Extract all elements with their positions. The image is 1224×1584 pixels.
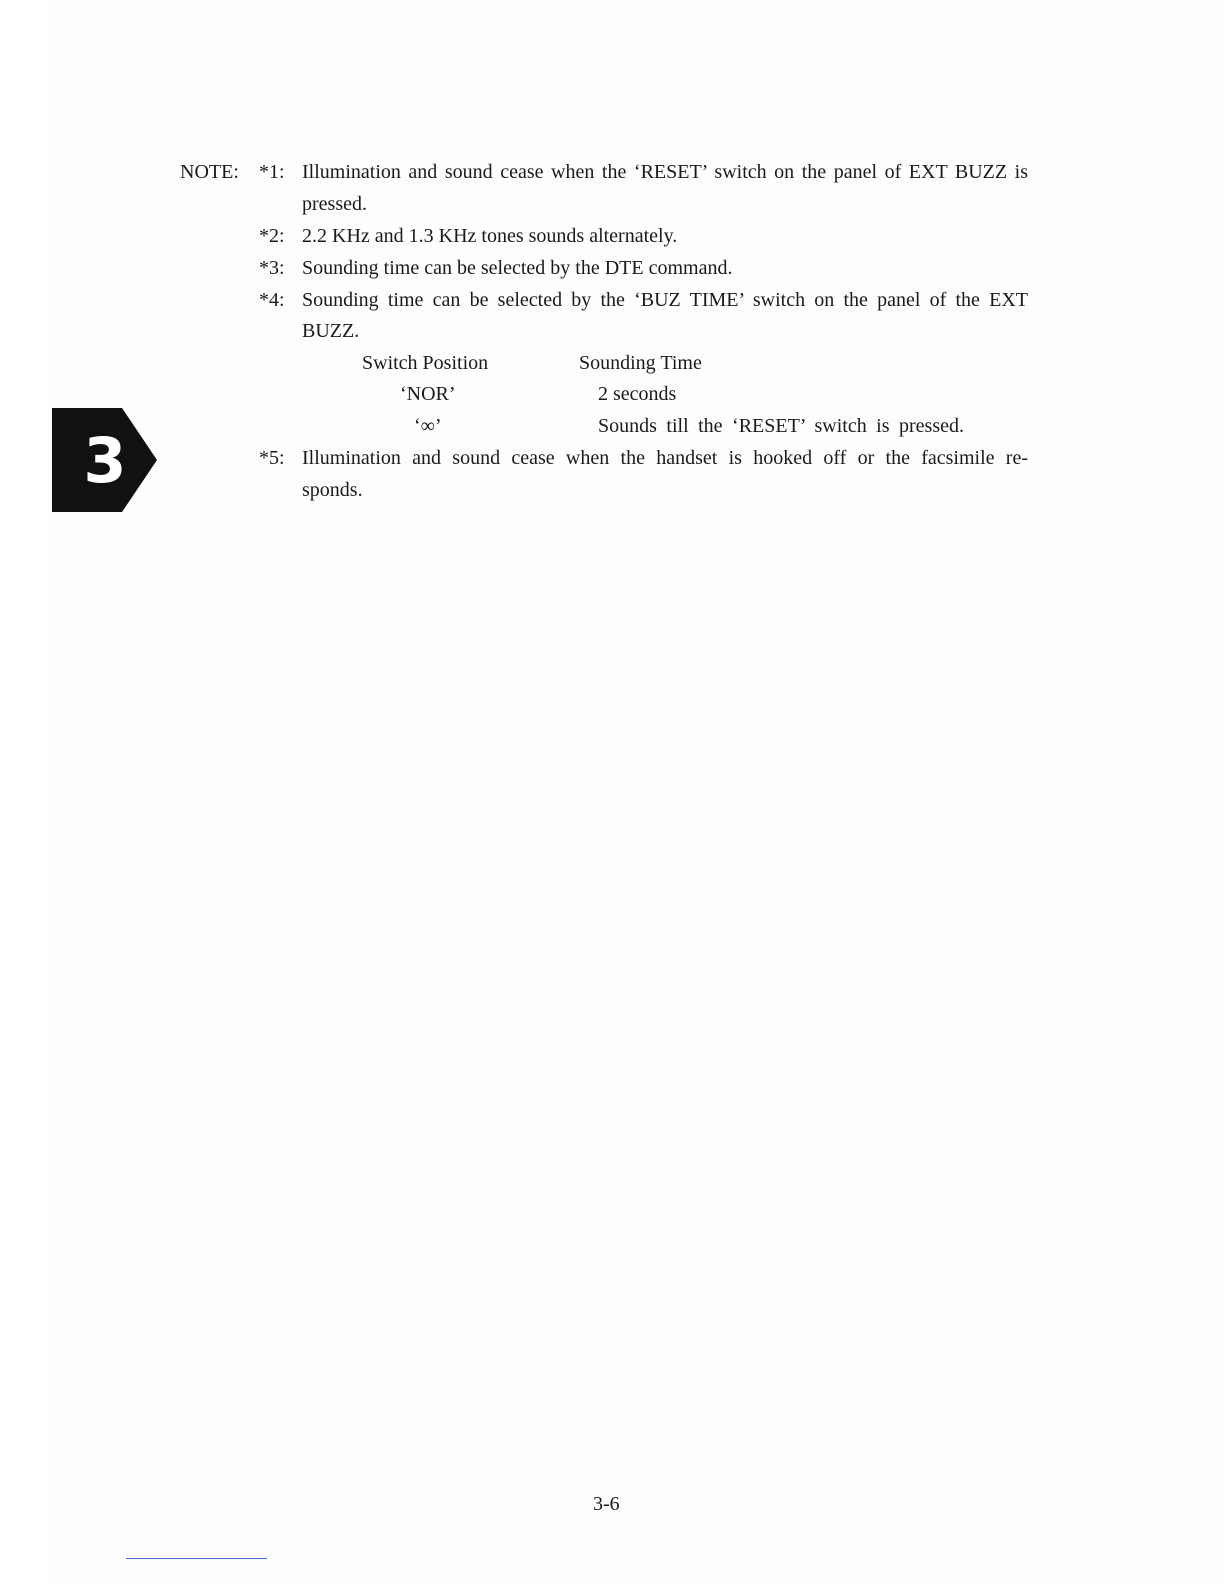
note-3-marker: *3:: [259, 257, 285, 279]
note-4-marker: *4:: [259, 289, 285, 311]
note-2-marker: *2:: [259, 225, 285, 247]
scan-margin: [0, 0, 48, 1584]
table-row-1-time: 2 seconds: [598, 383, 677, 405]
note-1-line-1: Illumination and sound cease when the ‘RESET’ switch on the panel of EXT BUZZ is: [302, 161, 1028, 183]
table-row-2-time: Sounds till the ‘RESET’ switch is pressed.: [598, 415, 964, 437]
note-1-marker: *1:: [259, 161, 285, 183]
table-header-switch-position: Switch Position: [362, 352, 489, 374]
table-row-1-position: ‘NOR’: [400, 383, 456, 405]
note-label: NOTE:: [180, 161, 239, 183]
note-1-line-2: pressed.: [302, 193, 367, 215]
note-2-line-1: 2.2 KHz and 1.3 KHz tones sounds alternately.: [302, 225, 678, 247]
page-number: 3-6: [593, 1493, 620, 1515]
note-5-marker: *5:: [259, 447, 285, 469]
section-tab-marker: [52, 408, 157, 512]
note-5-line-2: sponds.: [302, 479, 363, 501]
note-4-line-1: Sounding time can be selected by the ‘BUZ TIME’ switch on the panel of the EXT: [302, 289, 1028, 311]
section-tab-number: 3: [83, 424, 127, 497]
footer-rule: [126, 1558, 267, 1559]
note-3-line-1: Sounding time can be selected by the DTE command.: [302, 257, 733, 279]
note-5-line-1: Illumination and sound cease when the handset is hooked off or the facsimile re-: [302, 447, 1028, 469]
table-header-sounding-time: Sounding Time: [579, 352, 702, 374]
table-row-2-position: ‘∞’: [414, 415, 442, 437]
note-4-line-2: BUZZ.: [302, 320, 360, 342]
